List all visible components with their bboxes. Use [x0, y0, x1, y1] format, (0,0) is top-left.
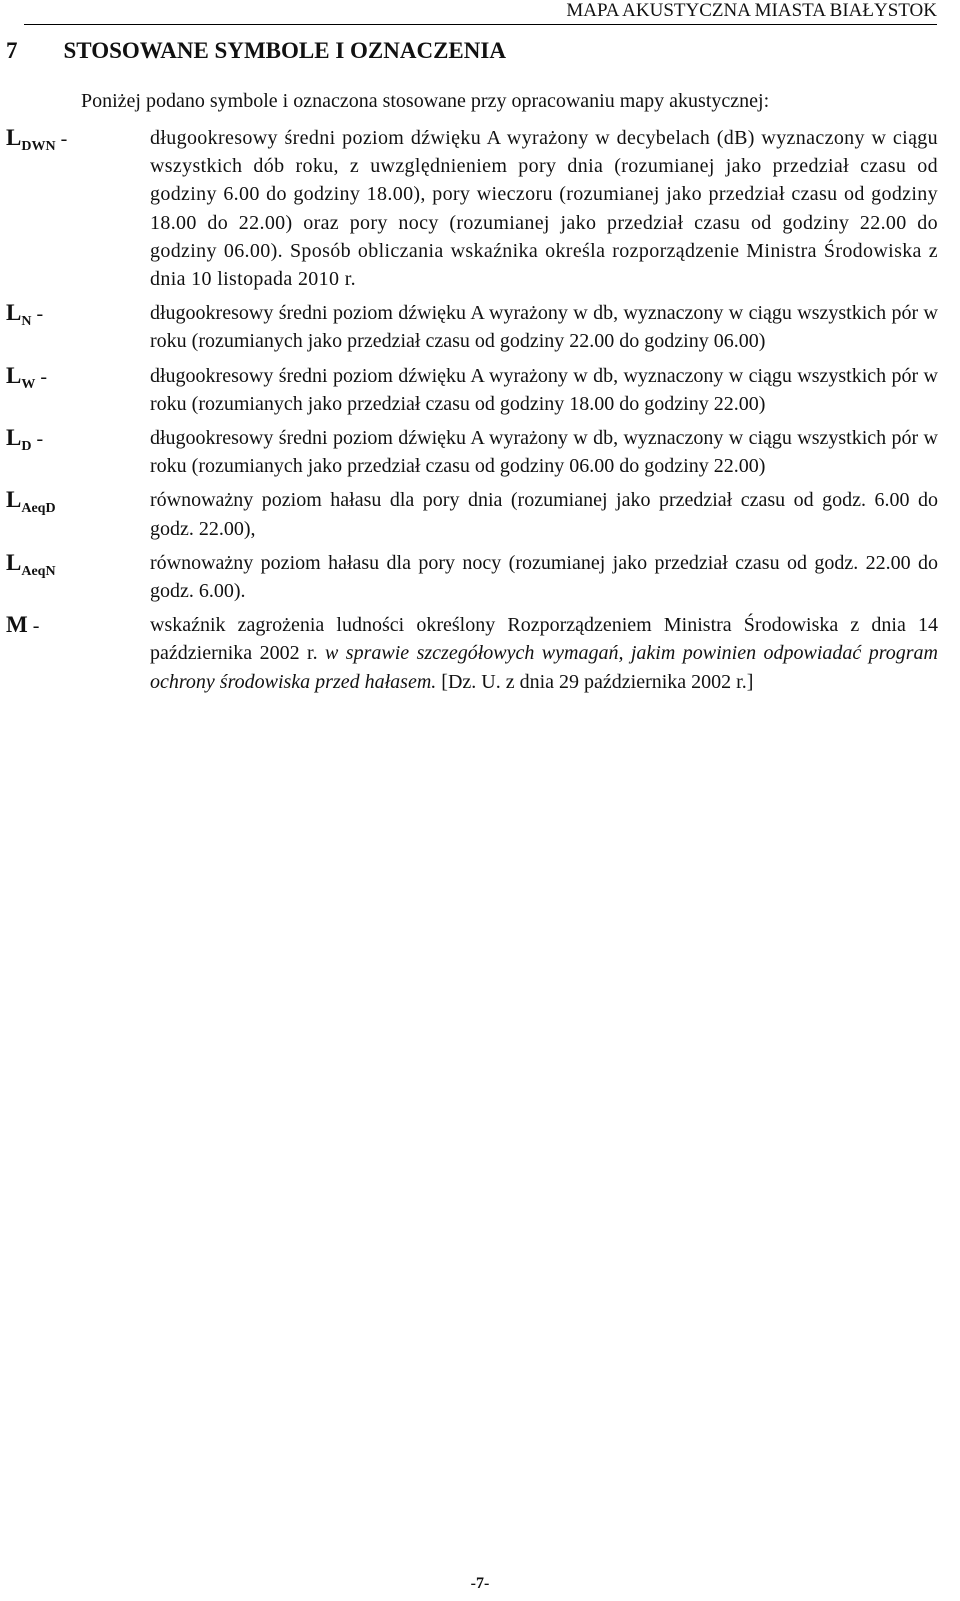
definition-m [6, 611, 938, 696]
definition-laeqd [6, 486, 938, 542]
definition-text: długookresowy średni poziom dźwięku A wyrażony w db, wyznaczony w ciągu wszystkich pór w roku (rozumianych jako przedział czasu od godziny 22.00 do godziny 06.00) [150, 302, 938, 353]
symbol-subscript: AeqN [21, 563, 56, 579]
running-header [24, 0, 937, 25]
symbol-ldwn: $L_{DWN}$ - [6, 125, 68, 154]
page-number: -7- [470, 1575, 490, 1592]
symbol-subscript: D [21, 439, 32, 455]
intro-paragraph: Poniżej podano symbole i oznaczona stosowane przy opracowaniu mapy akustycznej: [81, 90, 770, 112]
definition-ldwn [6, 124, 938, 293]
definition-text: długookresowy średni poziom dźwięku A wyrażony w db, wyznaczony w ciągu wszystkich pór w roku (rozumianych jako przedział czasu od godziny 06.00 do godziny 22.00) [150, 427, 938, 478]
definition-text: równoważny poziom hałasu dla pory nocy (rozumianej jako przedział czasu od godz. 22.00 do godz. 6.00). [150, 551, 938, 603]
regulation-title: w sprawie szczegółowych wymagań, jakim powinien odpowiadać program ochrony środowiska przed hałasem. [150, 642, 938, 693]
section-title: STOSOWANE SYMBOLE I OZNACZENIA [63, 38, 506, 63]
definition-text: długookresowy średni poziom dźwięku A wyrażony w db, wyznaczony w ciągu wszystkich pór w roku (rozumianych jako przedział czasu od godziny 18.00 do godziny 22.00) [150, 364, 938, 415]
definition-text: długookresowy średni poziom dźwięku A wyrażony w decybelach (dB) wyznaczony w ciągu wszystkich dób roku, z uwzględnieniem pory dnia (rozumianej jako przedział czasu od godziny 6.00 do godziny 18.00), pory wieczoru (rozumianej jako przedział czasu od godziny 18.00 do 22.00) oraz pory nocy (rozumianej jako przedział czasu od godziny 22.00 do godziny 06.00). Sposób obliczania wskaźnika określa rozporządzenie Ministra Środowiska z dnia 10 listopada 2010 r. [150, 127, 938, 291]
symbol-laeqn: $L_{AeqN}$ [6, 549, 56, 579]
definition-text: wskaźnik zagrożenia ludności określony Rozporządzeniem Ministra Środowiska z dnia 14 października 2002 r. w sprawie szczegółowych wymagań, jakim powinien odpowiadać program ochrony środowiska przed hałasem. [Dz. U. z dnia 29 października 2002 r.] [150, 614, 938, 693]
symbol-lw: $L_W$ - [6, 362, 48, 392]
symbol-subscript: DWN [21, 139, 56, 154]
running-title: MAPA AKUSTYCZNA MIASTA BIAŁYSTOK [566, 0, 937, 21]
symbol-subscript: W [21, 376, 36, 392]
definitions-list [6, 124, 938, 702]
definition-ld [6, 424, 938, 480]
symbol-ld: $L_D$ - [6, 425, 44, 455]
symbol-m: M - [6, 612, 40, 638]
symbol-subscript: N [21, 314, 32, 330]
symbol-laeqd: $L_{AeqD}$ [6, 487, 56, 517]
symbol-subscript: AeqD [21, 501, 56, 517]
symbol-ln: $L_N$ - [6, 300, 44, 330]
definition-lw [6, 362, 938, 418]
definition-text: równoważny poziom hałasu dla pory dnia (rozumianej jako przedział czasu od godz. 6.00 do godz. 22.00), [150, 489, 938, 540]
section-number: 7 [6, 38, 18, 63]
definition-laeqn [6, 549, 938, 605]
section-heading [6, 38, 506, 64]
definition-ln [6, 299, 938, 355]
